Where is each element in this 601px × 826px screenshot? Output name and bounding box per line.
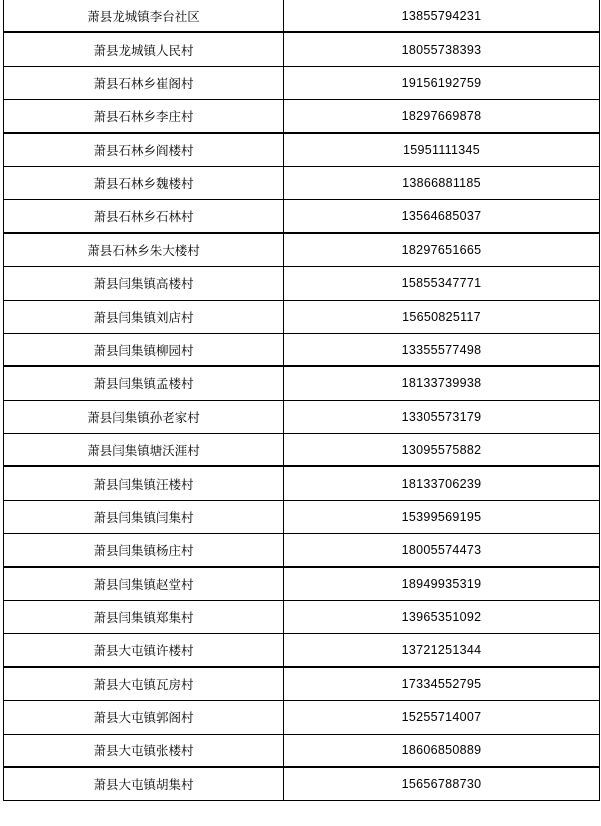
village-name-cell: 萧县石林乡崔阁村 [4, 67, 284, 99]
table-row [4, 568, 599, 601]
phone-number-cell: 18606850889 [401, 743, 482, 758]
village-name-cell: 萧县闫集镇闫集村 [4, 501, 284, 533]
phone-number-cell: 19156192759 [401, 75, 482, 90]
phone-number-cell: 18297651665 [401, 242, 482, 257]
table-row [4, 534, 599, 567]
village-name-cell: 萧县闫集镇杨庄村 [4, 534, 284, 565]
phone-number-cell: 17334552795 [401, 677, 482, 691]
phone-number-cell: 13564685037 [401, 209, 482, 224]
village-name-cell: 萧县石林乡朱大楼村 [4, 234, 284, 266]
phone-number-cell: 13305573179 [401, 409, 482, 424]
village-name-cell: 萧县闫集镇孙老家村 [4, 401, 284, 433]
phone-number-cell: 15951111345 [403, 142, 480, 157]
table-row [4, 467, 599, 500]
phone-number-cell: 15650825117 [402, 309, 481, 324]
village-name-cell: 萧县龙城镇李台社区 [4, 0, 284, 31]
village-name-cell: 萧县闫集镇塘沃涯村 [4, 434, 284, 465]
phone-number-cell: 15855347771 [401, 276, 482, 291]
table-row [4, 167, 599, 200]
phone-number-cell: 13855794231 [401, 8, 482, 23]
phone-number-cell: 18297669878 [401, 108, 482, 123]
phone-number-cell: 13095575882 [401, 442, 482, 457]
phone-number-cell: 18005574473 [401, 542, 482, 557]
village-name-cell: 萧县大屯镇郭阁村 [4, 701, 284, 733]
table-row [4, 401, 599, 434]
table-row [4, 234, 599, 267]
village-name-cell: 萧县闫集镇柳园村 [4, 334, 284, 365]
phone-number-cell: 18133706239 [401, 476, 482, 491]
table-row [4, 0, 599, 33]
table-row [4, 367, 599, 400]
village-name-cell: 萧县闫集镇赵堂村 [4, 568, 284, 600]
phone-number-cell: 13355577498 [401, 342, 482, 357]
village-name-cell: 萧县闫集镇郑集村 [4, 601, 284, 633]
table-row [4, 100, 599, 133]
phone-number-cell: 18055738393 [401, 42, 482, 57]
phone-number-cell: 15255714007 [401, 710, 482, 725]
village-name-cell: 萧县大屯镇许楼村 [4, 634, 284, 665]
phone-number-cell: 15656788730 [401, 777, 482, 792]
village-name-cell: 萧县闫集镇汪楼村 [4, 467, 284, 499]
village-name-cell: 萧县闫集镇孟楼村 [4, 367, 284, 399]
table-row [4, 33, 599, 66]
village-name-cell: 萧县龙城镇人民村 [4, 33, 284, 65]
village-name-cell: 萧县石林乡魏楼村 [4, 167, 284, 199]
village-name-cell: 萧县闫集镇高楼村 [4, 267, 284, 299]
table-row [4, 735, 599, 768]
table-row [4, 134, 599, 167]
village-name-cell: 萧县石林乡李庄村 [4, 100, 284, 131]
contact-table [3, 0, 600, 801]
village-name-cell: 萧县石林乡石林村 [4, 200, 284, 231]
table-row [4, 501, 599, 534]
village-name-cell: 萧县大屯镇胡集村 [4, 768, 284, 800]
village-name-cell: 萧县大屯镇瓦房村 [4, 668, 284, 700]
phone-number-cell: 15399569195 [401, 510, 482, 525]
phone-number-cell: 13965351092 [401, 610, 482, 625]
table-row [4, 434, 599, 467]
village-name-cell: 萧县大屯镇张楼村 [4, 735, 284, 766]
phone-number-cell: 18949935319 [401, 576, 482, 591]
table-row [4, 67, 599, 100]
village-name-cell: 萧县闫集镇刘店村 [4, 301, 284, 333]
village-name-cell: 萧县石林乡阎楼村 [4, 134, 284, 166]
table-row [4, 768, 599, 801]
table-row [4, 601, 599, 634]
table-row [4, 200, 599, 233]
table-row [4, 668, 599, 701]
table-row [4, 301, 599, 334]
table-row [4, 701, 599, 734]
phone-number-cell: 13721251344 [401, 643, 482, 658]
table-row [4, 634, 599, 667]
table-row [4, 334, 599, 367]
phone-number-cell: 18133739938 [401, 376, 482, 391]
phone-number-cell: 13866881185 [402, 176, 481, 191]
table-row [4, 267, 599, 300]
